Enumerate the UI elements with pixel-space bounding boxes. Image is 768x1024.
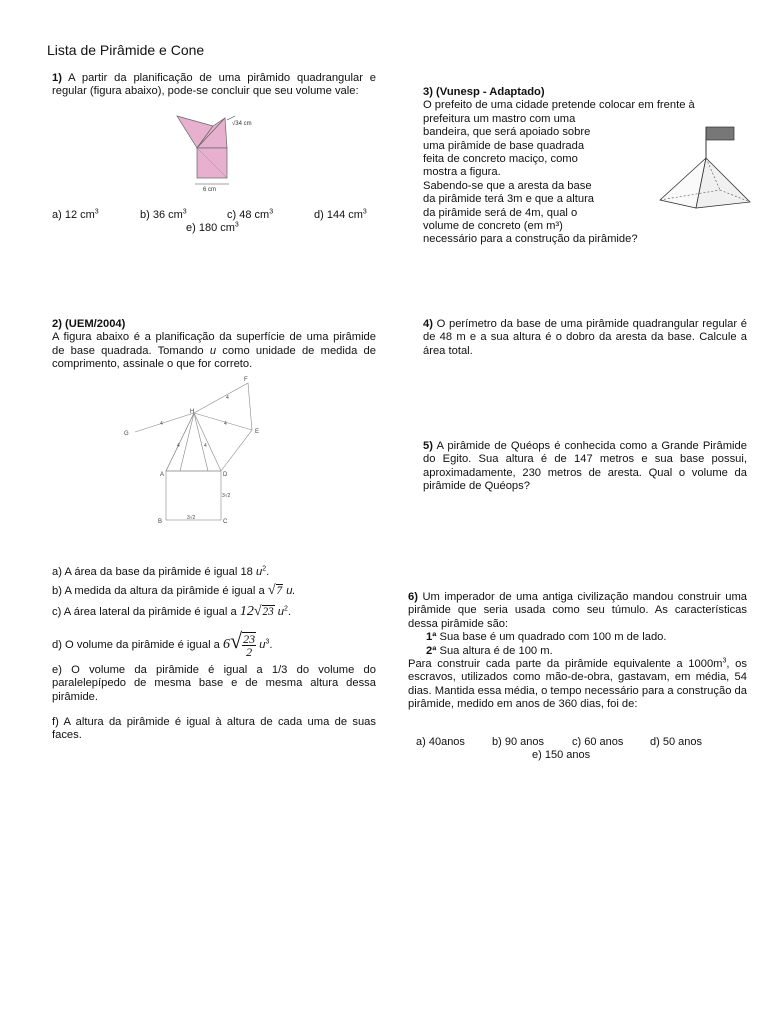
question-3-line-10: volume de concreto (em m³) — [423, 220, 563, 233]
net-label-4e: 4 — [204, 443, 207, 449]
question-3-line-6: mostra a figura. — [423, 166, 501, 179]
question-4-text: 4) O perímetro da base de uma pirâmide quadrangular regular é de 48 m e a sua altura é o dobro da aresta da base. Calcule a área total. — [423, 318, 747, 357]
question-5-text: 5) A pirâmide de Quéops é conhecida como a Grande Pirâmide do Egito. Sua altura é de 147 metros e sua base possui, aproximadamente, 230 metros de aresta. Qual o volume da pirâmide de Quéops? — [423, 440, 747, 493]
question-6-option-a[interactable]: a) 40anos — [416, 736, 465, 748]
question-6-option-e[interactable]: e) 150 anos — [532, 749, 591, 761]
question-1-option-c[interactable]: c) 48 $cm^3$ — [227, 208, 274, 221]
page-title: Lista de Pirâmide e Cone — [47, 42, 205, 58]
question-1-figure — [175, 112, 275, 192]
question-1-body: A partir da planificação de uma pirâmido quadrangular e regular (figura abaixo), pode-se concluir que seu volume vale: — [52, 72, 376, 98]
question-2-option-a[interactable]: a) A área da base da pirâmide é igual 18 $u^2$. — [52, 565, 270, 578]
question-6-option-d[interactable]: d) 50 anos — [650, 736, 702, 748]
question-3-line-last: necessário para a construção da pirâmide? — [423, 233, 638, 246]
question-2-option-d[interactable]: d) O volume da pirâmide é igual a 6√ $\frac{23}{2}$ $u^3$. — [52, 628, 273, 660]
question-3-line-9: da pirâmide será de 4m, qual o — [423, 206, 578, 219]
question-1-option-d[interactable]: d) 144 $cm^3$ — [314, 208, 367, 221]
net-vertex-F: F — [244, 377, 248, 383]
net-label-side: 3√2 — [222, 493, 231, 499]
question-2-option-e[interactable]: e) O volume da pirâmide é igual a 1/3 do volume do paralelepípedo de mesma base e de mesma altura dessa pirâmide. — [52, 664, 376, 703]
question-3-line-5: feita de concreto maciço, como — [423, 153, 578, 166]
question-2-text: 2) (UEM/2004) A figura abaixo é a planificação da superfície de uma pirâmide de base quadrada. Tomando u como unidade de medida de comprimento, assinale o que for correto. — [52, 318, 376, 371]
question-6-item-1: 1ª Sua base é um quadrado com 100 m de lado. — [426, 631, 667, 644]
net-label-4a: 4 — [226, 395, 229, 401]
question-6-item-2: 2ª Sua altura é de 100 m. — [426, 644, 553, 657]
question-1-option-a[interactable]: a) 12 $cm^3$ — [52, 208, 99, 221]
question-3-number: 3) (Vunesp - Adaptado) — [423, 86, 545, 98]
question-6-option-b[interactable]: b) 90 anos — [492, 736, 544, 748]
question-2-option-b[interactable]: b) A medida da altura da pirâmide é igual a √7 u. — [52, 583, 296, 598]
question-2-option-f[interactable]: f) A altura da pirâmide é igual à altura de cada uma de suas faces. — [52, 716, 376, 742]
net-label-bottom: 3√2 — [187, 515, 196, 521]
question-3-line-1: O prefeito de uma cidade pretende colocar em frente à — [423, 99, 695, 112]
question-6-text: 6) Um imperador de uma antiga civilização mandou construir uma pirâmide que seria usada como seu túmulo. As características dessa pirâmide são: 1ª Sua base é um quadrado com 100 m de lado. 2ª Sua altura é de 100 m. Para construir cada parte da pirâmide equivalente a $1000m^3$, os escravos, utilizados como mão-de-obra, gastavam, em média, 54 dias. Mantida essa média, o tempo necessário para a construção da pirâmide, medido em anos de 360 dias, foi de: — [408, 591, 747, 711]
question-1-options — [52, 209, 382, 239]
question-3-line-7: Sabendo-se que a aresta da base — [423, 179, 592, 192]
question-3-line-8: da pirâmide terá 3m e que a altura — [423, 193, 595, 206]
question-1-figure-label-bottom: 6 cm — [203, 187, 217, 192]
question-1-text — [52, 72, 376, 99]
net-label-4b: 4 — [160, 421, 163, 427]
question-1-number: 1) — [52, 72, 62, 84]
question-6-option-c[interactable]: c) 60 anos — [572, 736, 624, 748]
question-1-option-b[interactable]: b) 36 $cm^3$ — [140, 208, 187, 221]
net-vertex-E: E — [255, 429, 260, 435]
net-vertex-B: B — [158, 519, 163, 525]
question-1-option-e[interactable]: e) 180 $cm^3$ — [186, 221, 239, 234]
question-3-line-3: bandeira, que será apoiado sobre — [423, 126, 591, 139]
question-3-line-2: prefeitura um mastro com uma — [423, 112, 576, 125]
question-2-net-figure — [120, 375, 270, 525]
net-vertex-C: C — [223, 519, 228, 525]
question-6-options — [416, 736, 746, 766]
net-vertex-H: H — [190, 409, 195, 415]
net-label-4c: 4 — [224, 421, 227, 427]
question-2-number: 2) (UEM/2004) — [52, 318, 126, 330]
question-1-figure-label-top: √34 cm — [232, 121, 252, 127]
net-vertex-D: D — [223, 472, 228, 478]
question-3-line-4: uma pirâmide de base quadrada — [423, 139, 585, 152]
net-vertex-G: G — [124, 431, 129, 437]
net-label-4d: 4 — [177, 443, 180, 449]
question-3-pyramid-figure — [650, 120, 760, 215]
question-2-option-c[interactable]: c) A área lateral da pirâmide é igual a 12√23 $u^2$. — [52, 604, 292, 619]
net-vertex-A: A — [160, 472, 165, 478]
